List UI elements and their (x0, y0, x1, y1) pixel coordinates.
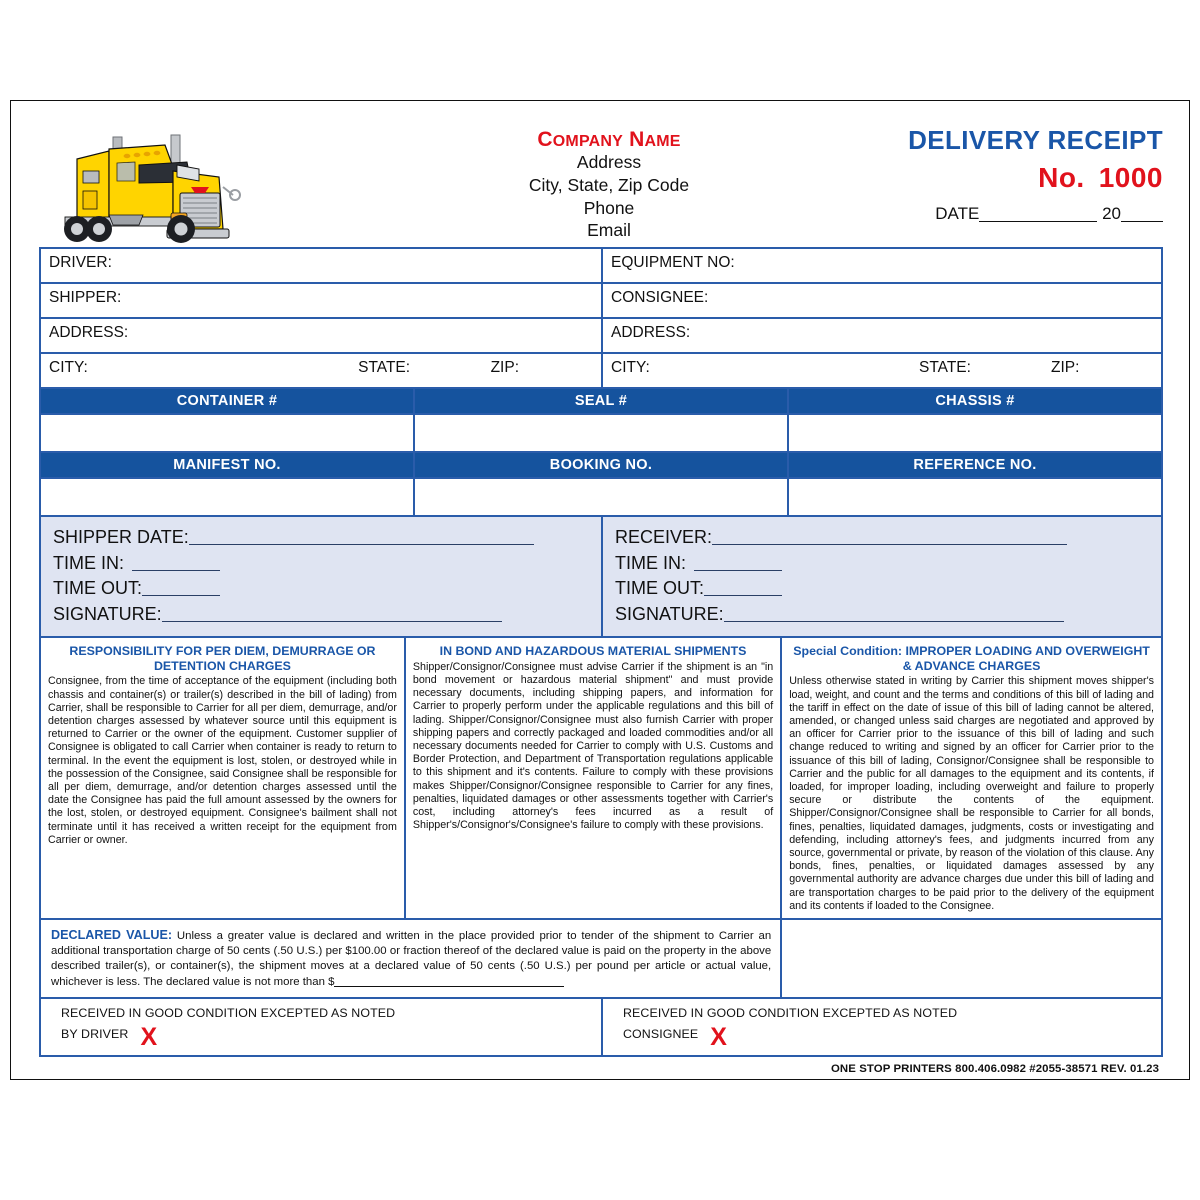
legal-title-hazardous: IN BOND AND HAZARDOUS MATERIAL SHIPMENTS (439, 644, 747, 659)
shipper-time-out-line[interactable] (53, 576, 591, 602)
driver-equipment-row (41, 249, 1161, 284)
receiver-time-out-label: TIME OUT: (615, 578, 704, 599)
receiver-time-out-line[interactable] (615, 576, 1151, 602)
driver-acceptance-note: RECEIVED IN GOOD CONDITION EXCEPTED AS NOTED (61, 1006, 396, 1021)
reference-header: REFERENCE NO. (787, 453, 1161, 477)
legal-terms-section (41, 638, 1161, 920)
shipper-state-field[interactable]: STATE: (358, 359, 411, 376)
company-city-state-zip: City, State, Zip Code (528, 174, 690, 195)
company-phone: Phone (583, 197, 635, 218)
shipper-zip-field[interactable]: ZIP: (490, 359, 519, 376)
shipper-address-field[interactable]: ADDRESS: (49, 324, 129, 341)
container-input[interactable] (41, 415, 413, 451)
consignee-city-field[interactable]: CITY: (611, 359, 650, 376)
party-information-table (39, 247, 1163, 1057)
receipt-sheet (10, 100, 1190, 1080)
document-title-block (773, 125, 1163, 224)
acceptance-signature-section (41, 999, 1161, 1057)
shipper-receiver-panel (41, 517, 1161, 638)
consignee-csz-group (601, 354, 1161, 387)
shipper-time-in-label: TIME IN: (53, 552, 124, 573)
legal-body-hazardous: Shipper/Consignor/Consignee must advise Carrier if the shipment is an "in bond movement or hazardous material shipment" and must provide necessary documents, including shipping papers, and information for Carrier to properly perform under the applicable regulations and this bill of lading. Shipper/Consignor/Consignee must also furnish Carrier with proper shipping papers and correctly packaged and loaded commodities and/or all necessary documents needed for Carrier to comply with U.S. Customs and Border Protection, and Department of Transportation regulations applicable to this shipment and it's contents. Failure to comply with these provisions makes Shipper/Consignor/Consignee responsible to Carrier for any fines, penalties, liquidated damages or other assessments together with Carrier's cost, including attorney's fees incurred as a result of Shipper's/Consignor's/Consignee's failure to comply with these provisions. (412, 660, 774, 832)
company-address: Address (576, 152, 642, 173)
declared-value-section (41, 920, 1161, 999)
form-header (39, 119, 1163, 247)
driver-acceptance-block: RECEIVED IN GOOD CONDITION EXCEPTED AS NOTED BY DRIVER X (41, 999, 601, 1055)
printer-footer: ONE STOP PRINTERS 800.406.0982 #2055-38571 REV. 01.23 (830, 1063, 1159, 1076)
consignee-state-field[interactable]: STATE: (919, 359, 971, 376)
city-state-zip-row (41, 354, 1161, 389)
consignee-label: CONSIGNEE (623, 1027, 699, 1042)
legal-column-responsibility (41, 638, 404, 918)
shipper-field[interactable]: SHIPPER: (49, 289, 122, 306)
receiver-signature-label: SIGNATURE: (615, 603, 724, 624)
container-band (41, 389, 1161, 415)
date-field[interactable] (773, 204, 1163, 224)
shipper-panel (41, 517, 601, 636)
consignee-acceptance-note: RECEIVED IN GOOD CONDITION EXCEPTED AS NOTED (623, 1006, 958, 1021)
equipment-no-field[interactable]: EQUIPMENT NO: (601, 249, 1161, 282)
receipt-number-label: No. (1038, 162, 1085, 193)
receiver-signature-line[interactable] (615, 602, 1151, 628)
driver-field[interactable]: DRIVER: (49, 254, 112, 271)
shipper-signature-line[interactable] (53, 602, 591, 628)
chassis-input[interactable] (787, 415, 1161, 451)
declared-value-input[interactable] (334, 974, 564, 987)
receiver-line[interactable] (615, 525, 1151, 551)
shipper-csz-group (41, 354, 601, 387)
legal-title-special-condition: Special Condition: IMPROPER LOADING AND OVERWEIGHT & ADVANCE CHARGES (793, 644, 1150, 673)
legal-title-responsibility: RESPONSIBILITY FOR PER DIEM, DEMURRAGE OR DETENTION CHARGES (69, 644, 376, 673)
seal-input[interactable] (413, 415, 787, 451)
shipper-city-field[interactable]: CITY: (49, 359, 88, 376)
manifest-band (41, 453, 1161, 479)
shipper-date-line[interactable] (53, 525, 591, 551)
shipper-time-out-label: TIME OUT: (53, 578, 142, 599)
shipper-time-in-line[interactable] (53, 551, 591, 577)
shipper-consignee-row (41, 284, 1161, 319)
booking-header: BOOKING NO. (413, 453, 787, 477)
consignee-zip-field[interactable]: ZIP: (1051, 359, 1080, 376)
declared-value-block (41, 920, 780, 997)
manifest-header: MANIFEST NO. (173, 457, 281, 473)
consignee-acceptance-block: RECEIVED IN GOOD CONDITION EXCEPTED AS NOTED CONSIGNEE X (601, 999, 1161, 1055)
company-email: Email (587, 220, 631, 241)
booking-input[interactable] (413, 479, 787, 515)
receipt-form (39, 119, 1163, 1076)
receiver-time-in-line[interactable] (615, 551, 1151, 577)
legal-body-responsibility: Consignee, from the time of acceptance of the equipment (including both chassis and container(s) or trailer(s) described in the bill of lading) from Carrier, shall be responsible to Carrier for all per diem, demurrage, and/or detention charges assessed by whatever source until this equipment is returned to Carrier or the owner of the equipment. Customer supplier of Consignee is obligated to call Carrier when container is ready to return to terminal. In the event the equipment is lost, stolen, or destroyed while in the possession of the Consignee, said Consignee shall be responsible for all per diem, demurrage, and/or detention charges assessed until the date the Consignee has paid the full amount assessed by the owners for the lost, stolen, or destroyed equipment. Consignee's bailment shall not terminate until it has received a written receipt for the equipment from Carrier or owner. (48, 675, 397, 846)
container-header: CONTAINER # (176, 393, 278, 409)
consignee-field[interactable]: CONSIGNEE: (601, 284, 1161, 317)
manifest-input-row (41, 479, 1161, 517)
container-input-row (41, 415, 1161, 453)
by-driver-label: BY DRIVER (61, 1027, 129, 1042)
receipt-number-value: 1000 (1098, 162, 1163, 193)
declared-value-body: Unless a greater value is declared and written in the place provided prior to tender of the shipment to Carrier an additional transportation charge of 50 cents (.50 U.S.) per $100.00 or fraction thereof of the declared value is paid on the property in the above described trailer(s), or container(s), the shipment moves at a declared value of 50 cents (.50 U.S.) per pound per article or actual value, whichever is less. The declared value is not more than $ (51, 930, 772, 988)
date-label: DATE (935, 204, 980, 223)
shipper-signature-label: SIGNATURE: (53, 603, 162, 624)
address-row (41, 319, 1161, 354)
seal-header: SEAL # (413, 389, 787, 413)
consignee-address-field[interactable]: ADDRESS: (601, 319, 1161, 352)
year-prefix: 20 (1102, 204, 1121, 223)
declared-value-title: DECLARED VALUE: (51, 928, 173, 943)
receipt-number-block (773, 162, 1163, 194)
receiver-panel (601, 517, 1161, 636)
reference-input[interactable] (787, 479, 1161, 515)
manifest-input[interactable] (41, 479, 413, 515)
receiver-label: RECEIVER: (615, 527, 713, 547)
shipper-date-label: SHIPPER DATE: (53, 527, 189, 547)
legal-body-special-condition: Unless otherwise stated in writing by Carrier this shipment moves shipper's load, weight, and count and the terms and conditions of this bill of lading and the tariff in effect on the date of issue of this bill of lading cannot be altered, amended, or changed unless said charges are negotiated and approved by an officer for Carrier prior to the issuance of this bill of lading and such change reduced to writing and signed by an officer for Carrier prior to the issuance of this bill of lading, Consignor/Consignee shall be responsible to Carrier and the public for all damages to the equipment and its contents, if loaded, for improper loading, including overweight and failure to properly secure or distribute the contents of the equipment. Shipper/Consignor/Consignee shall be responsible to Carrier for all bonds, fines, penalties, liquidated damages, judgments, costs or investigating and defending, including attorney's fees, and judgments incurred from any source, governmental or private, by reason of the violation of this clause. Any bonds, fines, penalties, or liquidated damages assessed by any governmental authority are advance charges due under this bill of lading and are transportation charges to be paid prior to the delivery of the equipment and its contents if loaded to the Consignee. (789, 675, 1154, 912)
receiver-time-in-label: TIME IN: (615, 552, 686, 573)
company-name: COMPANY NAME (537, 128, 681, 151)
declared-value-spacer (780, 920, 1161, 997)
semi-truck-icon (47, 125, 283, 243)
legal-column-hazardous (404, 638, 780, 918)
document-title: DELIVERY RECEIPT (908, 125, 1163, 155)
legal-column-special-condition (780, 638, 1161, 918)
chassis-header: CHASSIS # (787, 389, 1161, 413)
